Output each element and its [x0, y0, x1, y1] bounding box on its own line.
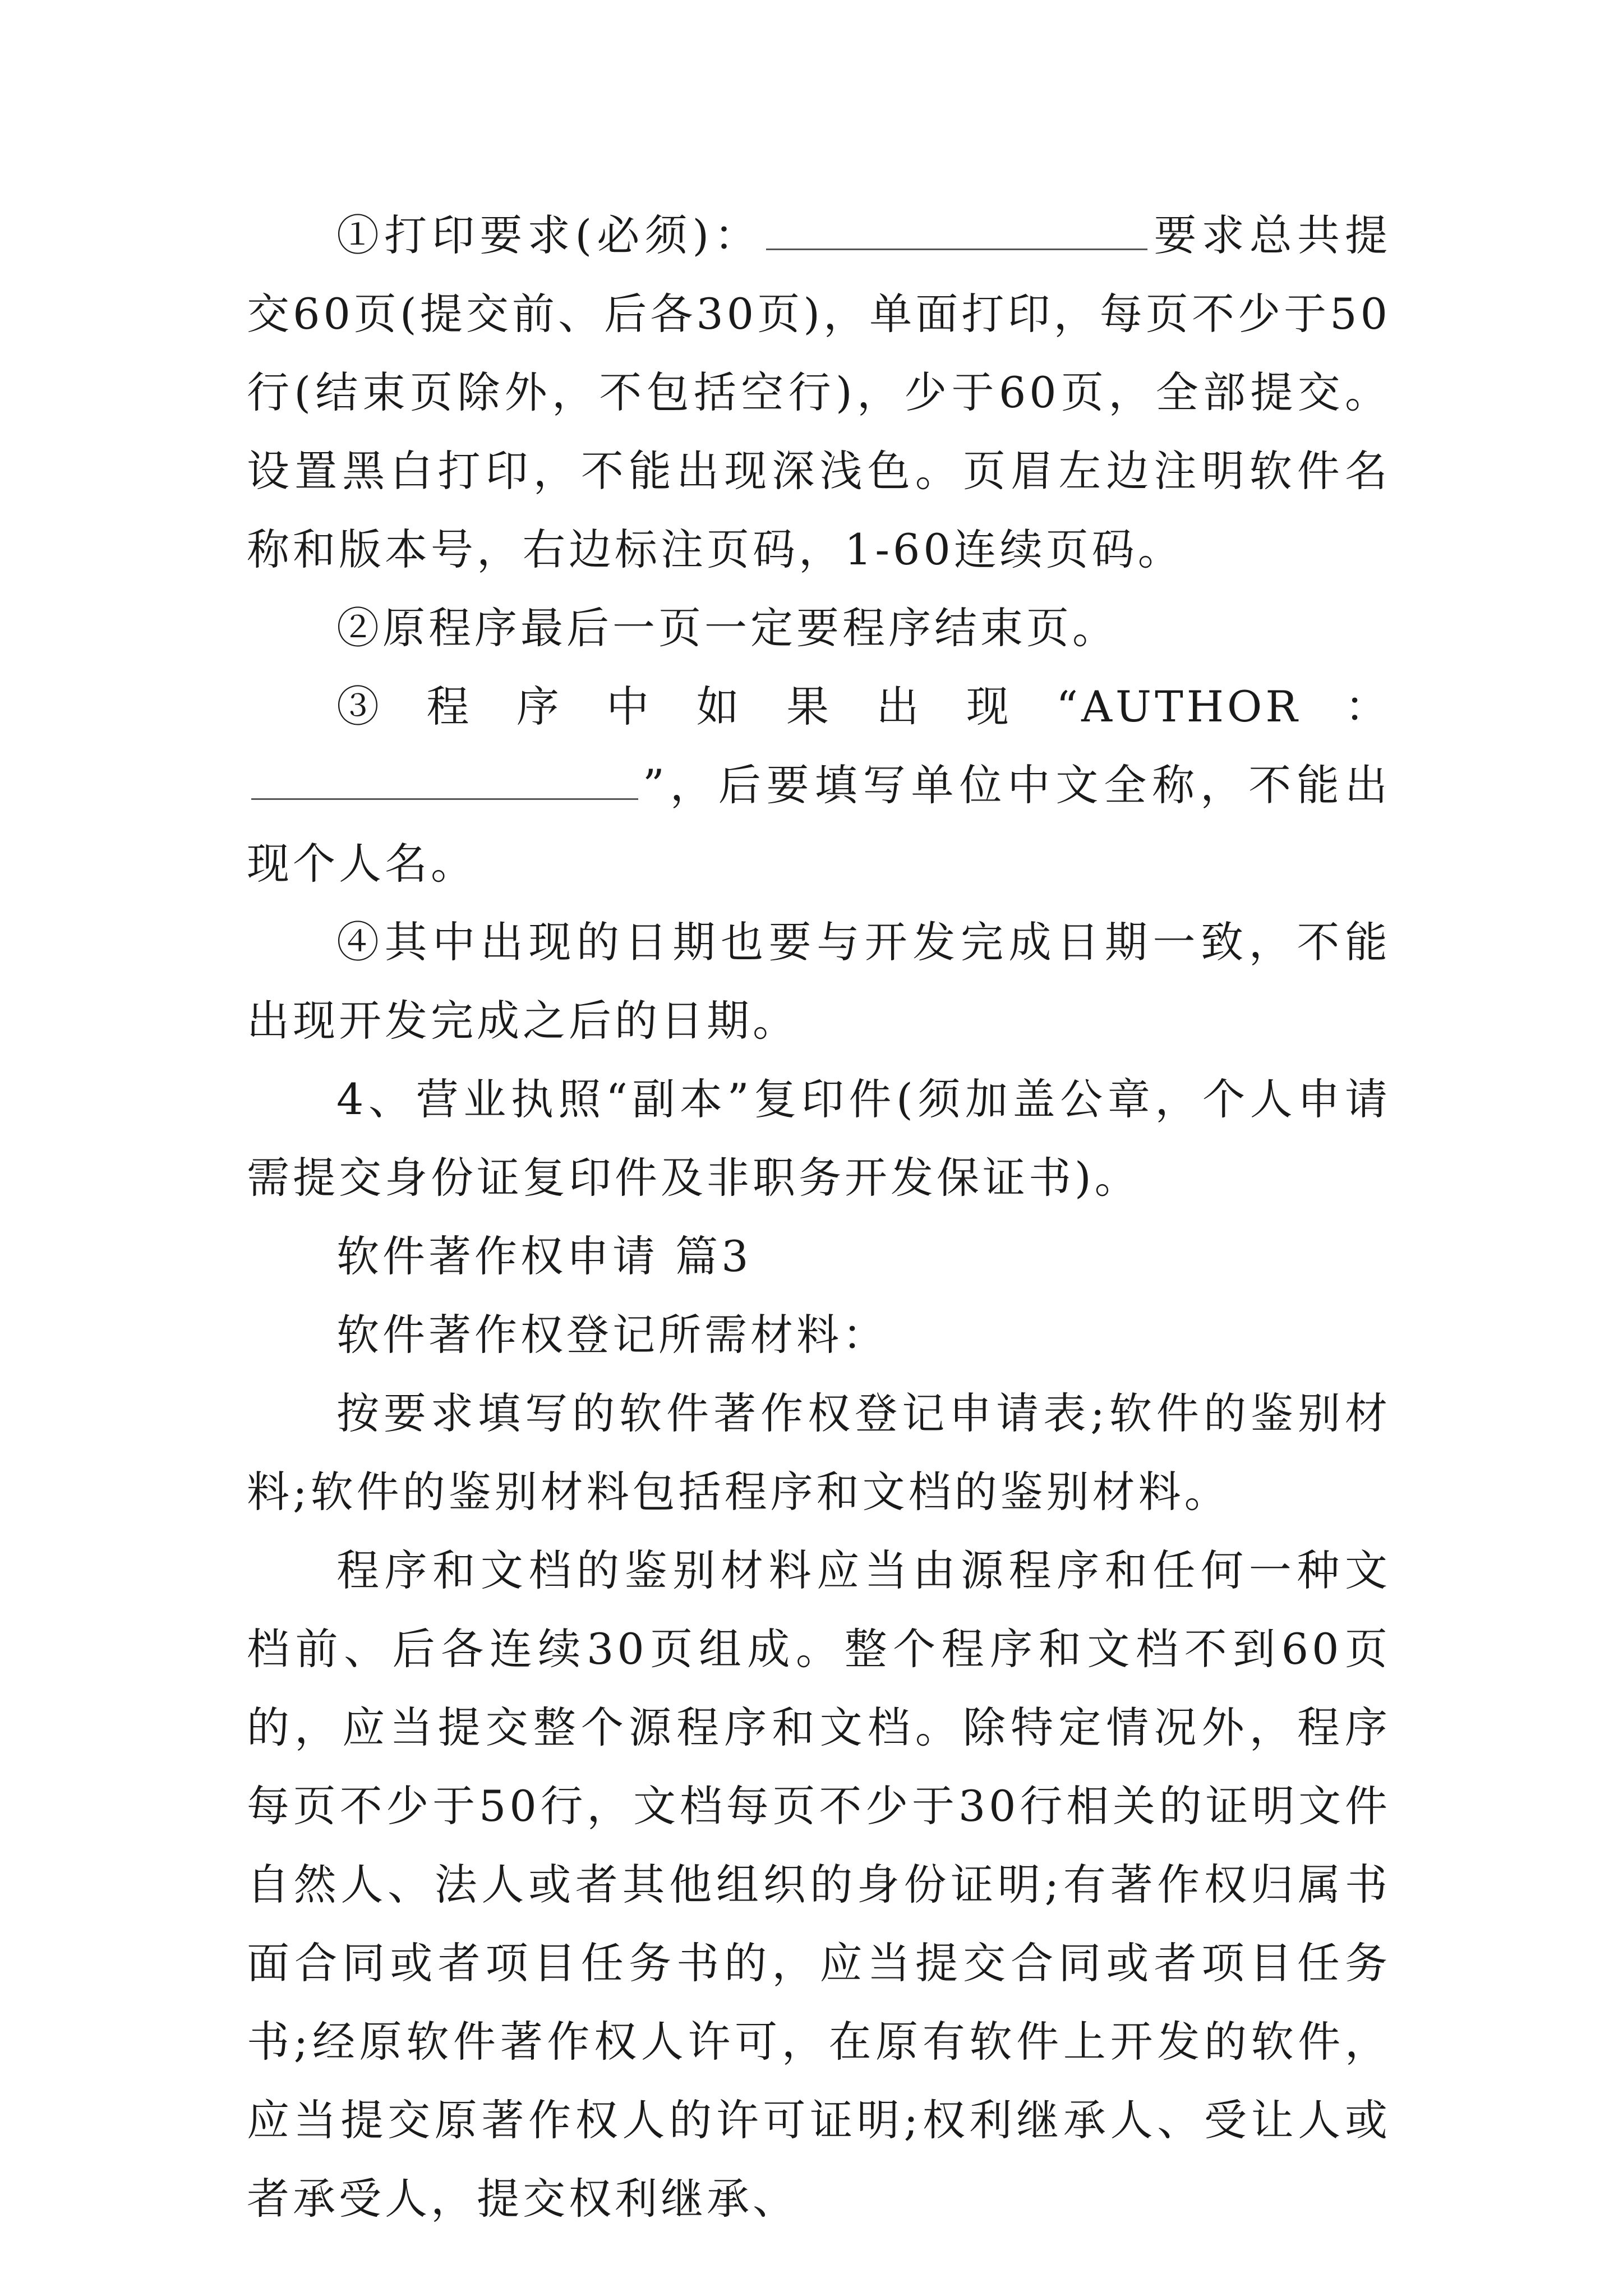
print-requirements-body: 要求总共提交60页(提交前、后各30页)，单面打印，每页不少于50行(结束页除外，不包括空行)，少于60页，全部提交。设置黑白打印，不能出现深浅色。页眉左边注明软件名称和版本号，右边标注页码，1-60连续页码。	[247, 210, 1391, 574]
blank-underline	[766, 215, 1147, 250]
paragraph-business-license: 4、营业执照“副本”复印件(须加盖公章，个人申请需提交身份证复印件及非职务开发保证书)。	[247, 1074, 1391, 1203]
paragraph-last-page: ②原程序最后一页一定要程序结束页。	[336, 603, 1118, 653]
author-lead: ③程序中如果出现“AUTHOR：	[336, 682, 1391, 731]
paragraph-print-requirements	[247, 196, 1391, 589]
paragraph-identification-materials: 程序和文档的鉴别材料应当由源程序和任何一种文档前、后各连续30页组成。整个程序和文档不到60页的，应当提交整个源程序和文档。除特定情况外，程序每页不少于50行，文档每页不少于30行相关的证明文件自然人、法人或者其他组织的身份证明;有著作权归属书面合同或者项目任务书的，应当提交合同或者项目任务书;经原软件著作权人许可，在原有软件上开发的软件，应当提交原著作权人的许可证明;权利继承人、受让人或者承受人，提交权利继承、	[247, 1545, 1391, 2224]
print-requirements-lead: ①打印要求(必须)：	[336, 210, 762, 260]
document-page	[247, 196, 1391, 2238]
blank-underline	[251, 765, 638, 800]
section-heading: 软件著作权申请 篇3	[336, 1231, 752, 1281]
paragraph-application-form: 按要求填写的软件著作权登记申请表;软件的鉴别材料;软件的鉴别材料包括程序和文档的鉴别材料。	[247, 1388, 1391, 1517]
author-body: ”，后要填写单位中文全称，不能出现个人名。	[247, 760, 1391, 889]
paragraph-dates: ④其中出现的日期也要与开发完成日期一致，不能出现开发完成之后的日期。	[247, 917, 1391, 1046]
paragraph-materials-title: 软件著作权登记所需材料：	[336, 1310, 888, 1360]
paragraph-author	[247, 668, 1391, 903]
